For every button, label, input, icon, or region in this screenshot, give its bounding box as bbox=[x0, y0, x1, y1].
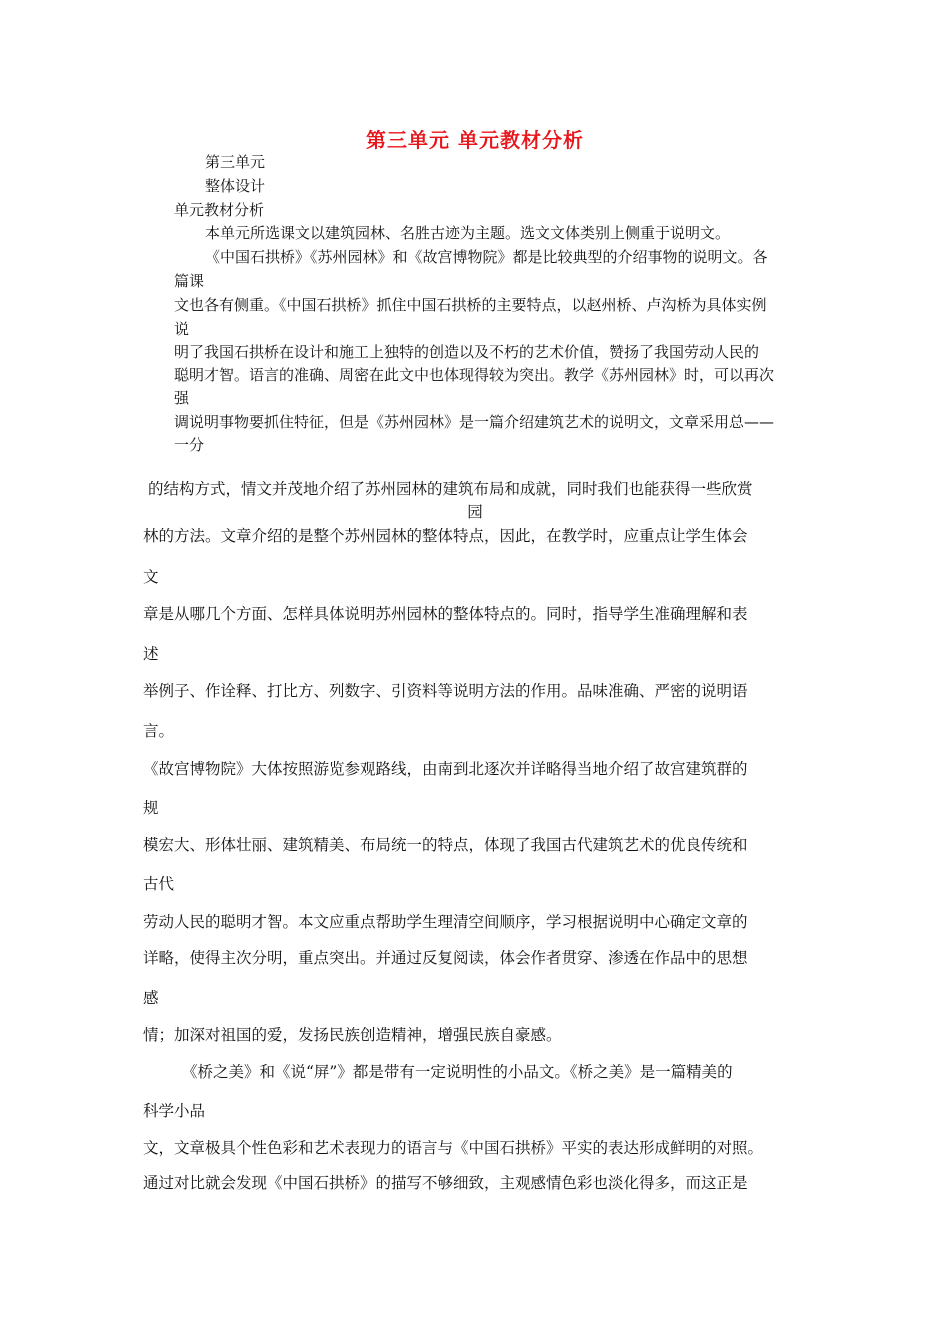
paragraph-line: 本单元所选课文以建筑园林、名胜古迹为主题。选文文体类别上侧重于说明文。 bbox=[205, 224, 731, 242]
paragraph-line: 情；加深对祖国的爱，发扬民族创造精神，增强民族自豪感。 bbox=[143, 1026, 562, 1044]
paragraph-line: 一分 bbox=[174, 436, 205, 454]
paragraph-line: 科学小品 bbox=[143, 1102, 206, 1120]
paragraph-line: 言。 bbox=[143, 722, 175, 740]
paragraph-line: 感 bbox=[143, 989, 159, 1007]
paragraph-line: 说 bbox=[174, 320, 190, 338]
paragraph-line: 《中国石拱桥》《苏州园林》和《故宫博物院》都是比较典型的介绍事物的说明文。各 bbox=[205, 248, 768, 266]
paragraph-line: 章是从哪几个方面、怎样具体说明苏州园林的整体特点的。同时，指导学生准确理解和表 bbox=[143, 605, 748, 623]
paragraph-line: 《桥之美》和《说“屏”》都是带有一定说明性的小品文。《桥之美》是一篇精美的 bbox=[182, 1063, 733, 1081]
paragraph-line: 文，文章极具个性色彩和艺术表现力的语言与《中国石拱桥》平实的表达形成鲜明的对照。 bbox=[143, 1139, 764, 1157]
paragraph-line: 举例子、作诠释、打比方、列数字、引资料等说明方法的作用。品味准确、严密的说明语 bbox=[143, 682, 748, 700]
paragraph-line: 劳动人民的聪明才智。本文应重点帮助学生理清空间顺序，学习根据说明中心确定文章的 bbox=[143, 913, 748, 931]
header-line-analysis: 单元教材分析 bbox=[174, 201, 265, 219]
header-line-unit: 第三单元 bbox=[205, 153, 266, 171]
paragraph-line: 模宏大、形体壮丽、建筑精美、布局统一的特点，体现了我国古代建筑艺术的优良传统和 bbox=[143, 836, 748, 854]
paragraph-line: 园 bbox=[467, 503, 483, 521]
paragraph-line: 明了我国石拱桥在设计和施工上独特的创造以及不朽的艺术价值，赞扬了我国劳动人民的 bbox=[174, 343, 760, 361]
paragraph-line: 规 bbox=[143, 799, 159, 817]
paragraph-line: 文也各有侧重。《中国石拱桥》抓住中国石拱桥的主要特点，以赵州桥、卢沟桥为具体实例 bbox=[174, 296, 767, 314]
paragraph-line: 文 bbox=[143, 568, 159, 586]
paragraph-line: 详略，使得主次分明，重点突出。并通过反复阅读，体会作者贯穿、渗透在作品中的思想 bbox=[143, 949, 748, 967]
paragraph-line: 通过对比就会发现《中国石拱桥》的描写不够细致，主观感情色彩也淡化得多，而这正是 bbox=[143, 1174, 748, 1192]
paragraph-line: 《故宫博物院》大体按照游览参观路线，由南到北逐次并详略得当地介绍了故宫建筑群的 bbox=[143, 760, 748, 778]
header-line-design: 整体设计 bbox=[205, 177, 266, 195]
paragraph-line: 强 bbox=[174, 389, 190, 407]
paragraph-line: 篇课 bbox=[174, 272, 205, 290]
paragraph-line: 述 bbox=[143, 645, 159, 663]
paragraph-line: 调说明事物要抓住特征，但是《苏州园林》是一篇介绍建筑艺术的说明文，文章采用总—— bbox=[174, 413, 775, 431]
paragraph-line: 林的方法。文章介绍的是整个苏州园林的整体特点，因此，在教学时，应重点让学生体会 bbox=[143, 527, 748, 545]
paragraph-line: 的结构方式，情文并茂地介绍了苏州园林的建筑布局和成就，同时我们也能获得一些欣赏 bbox=[148, 480, 753, 498]
paragraph-line: 聪明才智。语言的准确、周密在此文中也体现得较为突出。教学《苏州园林》时，可以再次 bbox=[174, 366, 775, 384]
paragraph-line: 古代 bbox=[143, 875, 175, 893]
page-title: 第三单元 单元教材分析 bbox=[366, 128, 584, 152]
